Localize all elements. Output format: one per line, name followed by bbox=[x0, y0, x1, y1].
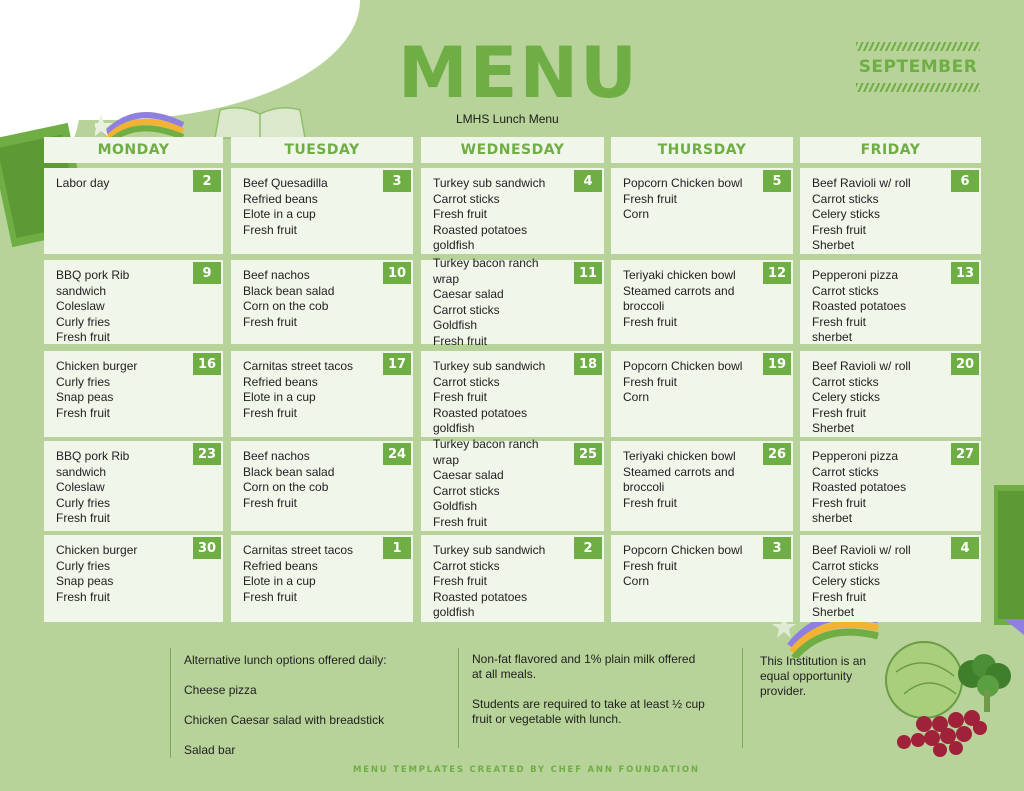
date-badge: 25 bbox=[574, 443, 602, 465]
menu-item: Carrot sticks bbox=[812, 464, 879, 479]
menu-item: Labor day bbox=[56, 176, 110, 190]
menu-item: Carnitas street tacos bbox=[243, 359, 354, 373]
menu-item: Goldfish bbox=[433, 318, 478, 332]
milk-policy-line: Non-fat flavored and 1% plain milk offered bbox=[472, 652, 696, 666]
menu-item: Turkey sub sandwich bbox=[433, 359, 546, 373]
menu-item: sandwich bbox=[56, 283, 107, 298]
menu-item-list bbox=[243, 449, 334, 511]
date-badge: 26 bbox=[763, 443, 791, 465]
menu-cell-wednesday bbox=[421, 256, 604, 348]
menu-item-list bbox=[56, 268, 129, 346]
menu-cell-thursday bbox=[611, 441, 793, 531]
menu-item-list bbox=[433, 359, 545, 437]
day-header-tuesday: TUESDAY bbox=[231, 137, 413, 163]
menu-item: Snap peas bbox=[56, 390, 114, 404]
date-badge: 11 bbox=[574, 262, 602, 284]
milk-policy-block bbox=[472, 652, 705, 727]
student-policy-line: Students are required to take at least ½ cup bbox=[472, 697, 705, 711]
menu-cell-tuesday bbox=[231, 441, 413, 531]
date-badge: 17 bbox=[383, 353, 411, 375]
date-badge: 4 bbox=[951, 537, 979, 559]
menu-item-list bbox=[623, 449, 736, 511]
menu-item: Chicken burger bbox=[56, 543, 138, 557]
alternative-option-item: Salad bar bbox=[184, 743, 236, 757]
hatch-decoration-top bbox=[856, 42, 980, 51]
menu-cell-friday bbox=[800, 168, 981, 254]
menu-cell-monday bbox=[44, 260, 223, 344]
menu-item: Fresh fruit bbox=[623, 314, 678, 329]
divider bbox=[458, 648, 459, 748]
menu-item-list bbox=[623, 359, 742, 406]
menu-cell-tuesday bbox=[231, 168, 413, 254]
menu-item: Curly fries bbox=[56, 314, 111, 329]
menu-item: BBQ pork Rib bbox=[56, 449, 130, 463]
menu-item: Goldfish bbox=[433, 499, 478, 513]
menu-item-list bbox=[243, 359, 353, 421]
day-header-thursday: THURSDAY bbox=[611, 137, 793, 163]
equal-opportunity-line: provider. bbox=[760, 684, 807, 698]
menu-item: Celery sticks bbox=[812, 574, 881, 588]
menu-item: Fresh fruit bbox=[56, 589, 111, 604]
menu-item: Fresh fruit bbox=[433, 514, 488, 529]
menu-item: BBQ pork Rib bbox=[56, 268, 130, 282]
menu-item: Caesar salad bbox=[433, 287, 504, 301]
date-badge: 1 bbox=[383, 537, 411, 559]
menu-item-list bbox=[433, 256, 539, 349]
day-header-monday: MONDAY bbox=[44, 137, 223, 163]
menu-item: sandwich bbox=[56, 464, 107, 479]
date-badge: 4 bbox=[574, 170, 602, 192]
menu-item: Fresh fruit bbox=[243, 222, 298, 237]
menu-item: Refried beans bbox=[243, 191, 318, 206]
menu-item: Fresh fruit bbox=[243, 495, 298, 510]
menu-cell-tuesday bbox=[231, 260, 413, 344]
menu-item: broccoli bbox=[623, 480, 665, 494]
menu-item: Elote in a cup bbox=[243, 207, 316, 221]
menu-item: Beef nachos bbox=[243, 268, 310, 282]
menu-cell-wednesday bbox=[421, 351, 604, 437]
menu-item: Sherbet bbox=[812, 421, 855, 435]
menu-item: Turkey bacon ranch bbox=[433, 256, 539, 270]
menu-cell-wednesday bbox=[421, 437, 604, 531]
menu-item: Fresh fruit bbox=[433, 574, 488, 588]
book-illustration-right bbox=[994, 485, 1024, 635]
student-policy-line: fruit or vegetable with lunch. bbox=[472, 712, 622, 726]
date-badge: 3 bbox=[383, 170, 411, 192]
menu-item: Celery sticks bbox=[812, 390, 881, 404]
menu-item: Steamed carrots and bbox=[623, 464, 735, 479]
menu-item: Beef Ravioli w/ roll bbox=[812, 543, 911, 557]
menu-item: Teriyaki chicken bowl bbox=[623, 268, 736, 282]
menu-item-list bbox=[433, 437, 539, 530]
date-badge: 24 bbox=[383, 443, 411, 465]
menu-item-list bbox=[243, 268, 334, 330]
menu-item-list bbox=[812, 268, 906, 346]
menu-cell-monday bbox=[44, 351, 223, 437]
menu-item: sherbet bbox=[812, 330, 853, 344]
menu-item: Carnitas street tacos bbox=[243, 543, 354, 557]
menu-item: Turkey sub sandwich bbox=[433, 543, 546, 557]
menu-item: Corn bbox=[623, 390, 650, 404]
menu-cell-wednesday bbox=[421, 168, 604, 254]
menu-cell-tuesday bbox=[231, 535, 413, 622]
menu-item: Curly fries bbox=[56, 495, 111, 510]
menu-item: Turkey sub sandwich bbox=[433, 176, 546, 190]
month-banner bbox=[856, 42, 980, 92]
menu-item: Fresh fruit bbox=[812, 314, 867, 329]
menu-item: Fresh fruit bbox=[243, 589, 298, 604]
menu-item-list bbox=[623, 176, 742, 223]
equal-opportunity-line: equal opportunity bbox=[760, 669, 853, 683]
menu-item: Carrot sticks bbox=[433, 483, 500, 498]
menu-cell-monday bbox=[44, 441, 223, 531]
menu-item: Corn bbox=[623, 207, 650, 221]
menu-item: Elote in a cup bbox=[243, 574, 316, 588]
menu-item: Fresh fruit bbox=[56, 511, 111, 525]
menu-item-list bbox=[56, 359, 137, 421]
menu-cell-monday bbox=[44, 535, 223, 622]
menu-cell-thursday bbox=[611, 351, 793, 437]
menu-item: wrap bbox=[433, 271, 460, 286]
menu-cell-friday bbox=[800, 441, 981, 531]
day-header-friday: FRIDAY bbox=[800, 137, 981, 163]
alternative-option-item: Chicken Caesar salad with breadstick bbox=[184, 713, 385, 727]
menu-cell-friday bbox=[800, 535, 981, 622]
alternative-options-block bbox=[184, 653, 387, 758]
menu-item: Steamed carrots and bbox=[623, 283, 735, 298]
menu-item-list bbox=[433, 543, 545, 621]
menu-cell-wednesday bbox=[421, 535, 604, 622]
menu-item: Corn on the cob bbox=[243, 480, 329, 494]
menu-item: Roasted potatoes bbox=[812, 299, 907, 313]
date-badge: 16 bbox=[193, 353, 221, 375]
date-badge: 13 bbox=[951, 262, 979, 284]
menu-item: Caesar salad bbox=[433, 468, 504, 482]
date-badge: 23 bbox=[193, 443, 221, 465]
date-badge: 10 bbox=[383, 262, 411, 284]
menu-item-list bbox=[433, 176, 545, 254]
menu-item: Sherbet bbox=[812, 238, 855, 252]
menu-item: Black bean salad bbox=[243, 464, 335, 479]
menu-item: Pepperoni pizza bbox=[812, 449, 899, 463]
menu-item-list bbox=[812, 449, 906, 527]
menu-item: Carrot sticks bbox=[812, 283, 879, 298]
vegetables-illustration bbox=[884, 632, 1024, 767]
menu-item: Refried beans bbox=[243, 374, 318, 389]
menu-item-list bbox=[623, 543, 742, 590]
menu-item: Roasted potatoes bbox=[812, 480, 907, 494]
date-badge: 20 bbox=[951, 353, 979, 375]
menu-item: Coleslaw bbox=[56, 480, 105, 494]
menu-item: Fresh fruit bbox=[623, 558, 678, 573]
equal-opportunity-line: This Institution is an bbox=[760, 654, 867, 668]
date-badge: 2 bbox=[574, 537, 602, 559]
month-label: SEPTEMBER bbox=[858, 57, 978, 77]
menu-item: Roasted potatoes bbox=[433, 405, 528, 420]
menu-item: Chicken burger bbox=[56, 359, 138, 373]
menu-item: Black bean salad bbox=[243, 283, 335, 298]
menu-item: Carrot sticks bbox=[812, 191, 879, 206]
menu-item: Popcorn Chicken bowl bbox=[623, 543, 743, 557]
page-title: MENU bbox=[398, 32, 639, 114]
menu-cell-monday bbox=[44, 168, 223, 254]
date-badge: 30 bbox=[193, 537, 221, 559]
menu-item: Refried beans bbox=[243, 558, 318, 573]
page-subtitle: LMHS Lunch Menu bbox=[456, 112, 559, 126]
menu-item: broccoli bbox=[623, 299, 665, 313]
divider bbox=[170, 648, 171, 758]
menu-item: Roasted potatoes bbox=[433, 222, 528, 237]
menu-item: Fresh fruit bbox=[623, 191, 678, 206]
menu-item: Curly fries bbox=[56, 558, 111, 573]
date-badge: 5 bbox=[763, 170, 791, 192]
menu-item: Roasted potatoes bbox=[433, 589, 528, 604]
menu-cell-thursday bbox=[611, 260, 793, 344]
menu-item-list bbox=[812, 359, 911, 437]
equal-opportunity-block bbox=[760, 654, 866, 699]
day-header-wednesday: WEDNESDAY bbox=[421, 137, 604, 163]
menu-item-list bbox=[56, 176, 109, 192]
menu-item: goldfish bbox=[433, 605, 475, 619]
date-badge: 12 bbox=[763, 262, 791, 284]
menu-item-list bbox=[812, 543, 911, 621]
menu-cell-friday bbox=[800, 260, 981, 344]
menu-item: Fresh fruit bbox=[433, 207, 488, 221]
menu-cell-thursday bbox=[611, 168, 793, 254]
menu-item: Popcorn Chicken bowl bbox=[623, 176, 743, 190]
menu-item: Fresh fruit bbox=[812, 405, 867, 420]
menu-item: Beef Ravioli w/ roll bbox=[812, 359, 911, 373]
hatch-decoration-bottom bbox=[856, 83, 980, 92]
date-badge: 3 bbox=[763, 537, 791, 559]
menu-item: Carrot sticks bbox=[812, 558, 879, 573]
menu-item: Turkey bacon ranch bbox=[433, 437, 539, 451]
menu-item: Popcorn Chicken bowl bbox=[623, 359, 743, 373]
menu-cell-tuesday bbox=[231, 351, 413, 437]
menu-item: Carrot sticks bbox=[433, 191, 500, 206]
menu-item: Elote in a cup bbox=[243, 390, 316, 404]
alternative-options-heading: Alternative lunch options offered daily: bbox=[184, 653, 387, 667]
menu-item: Pepperoni pizza bbox=[812, 268, 899, 282]
menu-item: sherbet bbox=[812, 511, 853, 525]
menu-item-list bbox=[623, 268, 736, 330]
menu-item-list bbox=[243, 543, 353, 605]
menu-item: Fresh fruit bbox=[243, 405, 298, 420]
date-badge: 6 bbox=[951, 170, 979, 192]
menu-cell-friday bbox=[800, 351, 981, 437]
menu-item-list bbox=[812, 176, 911, 254]
menu-item: Fresh fruit bbox=[623, 495, 678, 510]
menu-item: Celery sticks bbox=[812, 207, 881, 221]
menu-item-list bbox=[56, 543, 137, 605]
menu-item: Carrot sticks bbox=[433, 302, 500, 317]
menu-item: Beef Ravioli w/ roll bbox=[812, 176, 911, 190]
menu-item: Beef Quesadilla bbox=[243, 176, 328, 190]
menu-item: Coleslaw bbox=[56, 299, 105, 313]
menu-item: Carrot sticks bbox=[433, 374, 500, 389]
menu-item: Corn on the cob bbox=[243, 299, 329, 313]
date-badge: 2 bbox=[193, 170, 221, 192]
footer-credit: MENU TEMPLATES CREATED BY CHEF ANN FOUNDATION bbox=[353, 765, 700, 775]
menu-item: Fresh fruit bbox=[56, 330, 111, 344]
menu-item: wrap bbox=[433, 452, 460, 467]
open-book-icon bbox=[210, 104, 310, 140]
menu-item: goldfish bbox=[433, 238, 475, 252]
date-badge: 19 bbox=[763, 353, 791, 375]
menu-item: Teriyaki chicken bowl bbox=[623, 449, 736, 463]
menu-item: Fresh fruit bbox=[812, 222, 867, 237]
menu-item-list bbox=[56, 449, 129, 527]
date-badge: 9 bbox=[193, 262, 221, 284]
milk-policy-line: at all meals. bbox=[472, 667, 537, 681]
menu-item: Fresh fruit bbox=[56, 405, 111, 420]
menu-item: goldfish bbox=[433, 421, 475, 435]
menu-item: Beef nachos bbox=[243, 449, 310, 463]
menu-item-list bbox=[243, 176, 328, 238]
menu-item: Fresh fruit bbox=[812, 589, 867, 604]
date-badge: 18 bbox=[574, 353, 602, 375]
alternative-option-item: Cheese pizza bbox=[184, 683, 257, 697]
menu-item: Sherbet bbox=[812, 605, 855, 619]
menu-item: Curly fries bbox=[56, 374, 111, 389]
menu-item: Fresh fruit bbox=[433, 333, 488, 348]
divider bbox=[742, 648, 743, 748]
menu-item: Corn bbox=[623, 574, 650, 588]
menu-item: Carrot sticks bbox=[433, 558, 500, 573]
menu-item: Snap peas bbox=[56, 574, 114, 588]
menu-item: Fresh fruit bbox=[243, 314, 298, 329]
date-badge: 27 bbox=[951, 443, 979, 465]
menu-item: Carrot sticks bbox=[812, 374, 879, 389]
menu-item: Fresh fruit bbox=[623, 374, 678, 389]
menu-cell-thursday bbox=[611, 535, 793, 622]
menu-item: Fresh fruit bbox=[433, 390, 488, 404]
menu-item: Fresh fruit bbox=[812, 495, 867, 510]
